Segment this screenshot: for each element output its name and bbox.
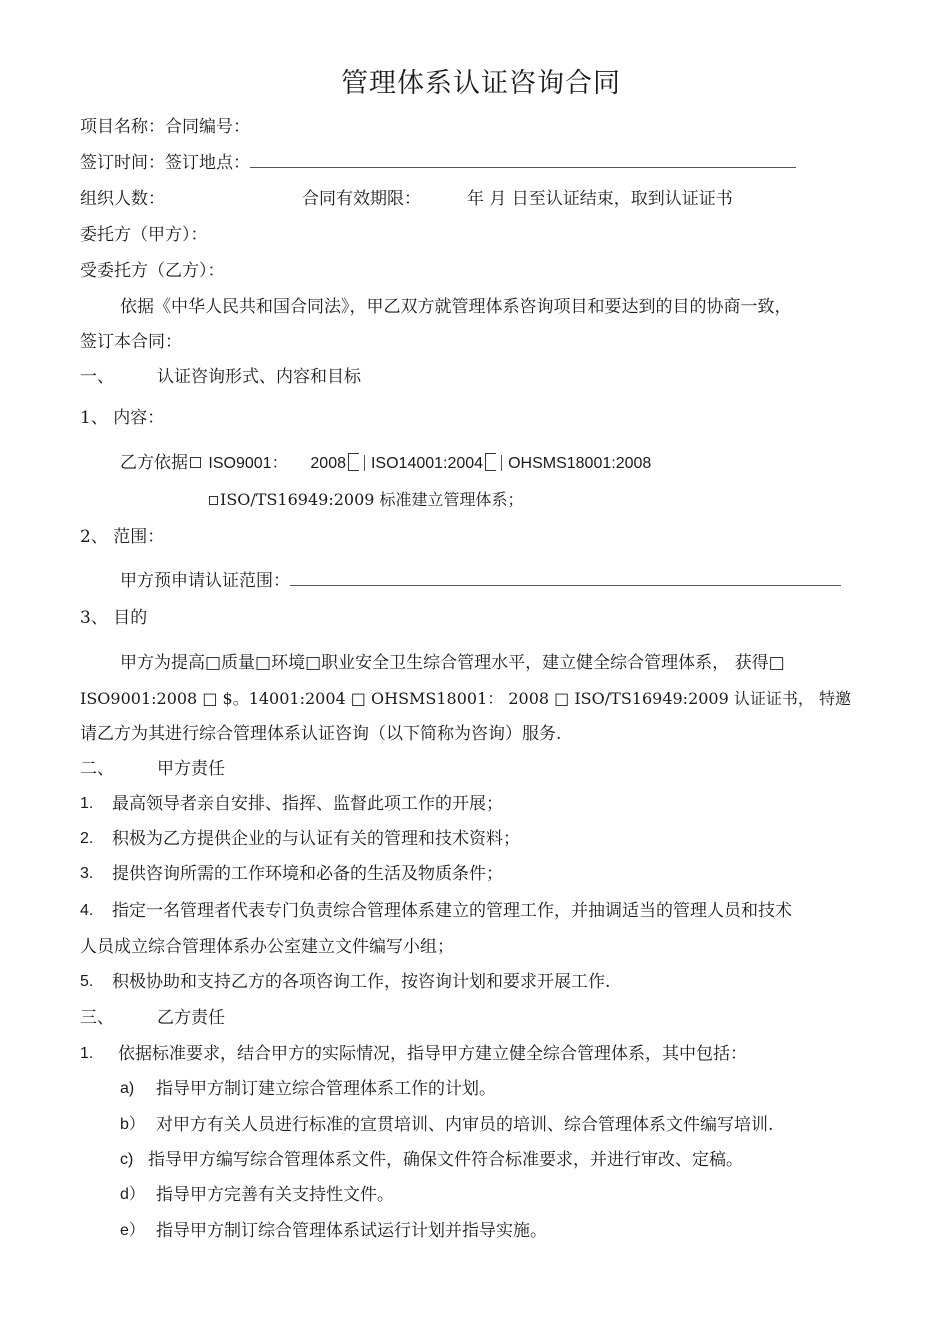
goal-line1: 甲方为提高□质量□环境□职业安全卫生综合管理水平，建立健全综合管理体系， 获得□ [120,653,785,673]
standards-row [120,452,651,475]
section2-item-text: 积极为乙方提供企业的与认证有关的管理和技术资料； [112,829,520,849]
section1-item2-label: 2、 范围： [80,527,165,547]
scope-row [120,570,841,592]
subitem-label: b） [120,1116,145,1133]
section3-item-num: 1. [80,1045,94,1062]
section2-item-text: 积极协助和支持乙方的各项咨询工作，按咨询计划和要求开展工作. [112,972,611,992]
iso9001-year: 2008 [310,455,346,472]
goal-line2: ISO9001:2008 □ $。14001:2004 □ OHSMS18001： 2008 □ ISO/TS16949:2009 认证证书， 特邀 [80,689,851,708]
subitem-text: 指导甲方制订建立综合管理体系工作的计划。 [156,1079,496,1099]
content-prefix: 乙方依据 [120,453,188,473]
subitem-label: e） [120,1222,145,1239]
section2-item-num: 5. [80,973,94,990]
section3-number: 三、 [80,1008,114,1028]
section2-item-num: 3. [80,865,94,882]
goal-line3: 请乙方为其进行综合管理体系认证咨询（以下简称为咨询）服务. [80,724,562,744]
ohsms-label: OHSMS18001:2008 [508,455,652,472]
scope-field[interactable] [290,570,841,586]
section1-number: 一、 [80,367,114,387]
section1-item1-label: 1、 内容： [80,408,165,428]
section2-item-num: 4. [80,902,94,919]
subitem-label: a) [120,1080,135,1097]
ts-standard-row [207,489,524,511]
validity-text: 年 月 日至认证结束，取到认证证书 [467,189,733,209]
section2-number: 二、 [80,759,114,779]
scope-label: 甲方预申请认证范围： [120,571,290,591]
section2-item-num: 2. [80,830,94,847]
section1-heading: 认证咨询形式、内容和目标 [157,367,361,387]
checkbox-ts16949[interactable] [209,496,218,505]
subitem-label: d） [120,1186,145,1203]
project-name-label: 项目名称：合同编号： [80,117,250,137]
iso14001-label: ISO14001:2004 [370,455,484,472]
intro-paragraph-line1: 依据《中华人民共和国合同法》，甲乙双方就管理体系咨询项目和要达到的目的协商一致， [120,297,792,317]
checkbox-iso9001[interactable] [190,457,201,468]
org-count-label: 组织人数： [80,189,165,209]
iso9001-label: ISO9001： [208,455,288,472]
section2-item-text: 最高领导者亲自安排、指挥、监督此项工作的开展； [112,794,503,814]
section3-item-text: 依据标准要求，结合甲方的实际情况，指导甲方建立健全综合管理体系，其中包括： [118,1044,747,1064]
sign-time-label: 签订时间：签订地点： [80,153,250,173]
client-party-label: 委托方（甲方）： [80,225,208,245]
subitem-text: 对甲方有关人员进行标准的宣贯培训、内审员的培训、综合管理体系文件编写培训. [156,1115,774,1135]
section3-heading: 乙方责任 [157,1008,225,1028]
sign-info-row [80,152,796,174]
section1-item3-label: 3、 目的 [80,608,148,628]
section2-item-num: 1. [80,795,94,812]
checkbox-iso14001[interactable] [348,453,359,471]
contractor-party-label: 受委托方（乙方）： [80,261,225,281]
subitem-text: 指导甲方编写综合管理体系文件，确保文件符合标准要求，并进行审改、定稿。 [148,1150,743,1170]
intro-paragraph-line2: 签订本合同： [80,332,182,352]
section2-heading: 甲方责任 [157,759,225,779]
sign-location-field[interactable] [250,152,796,168]
divider [501,455,502,471]
ts-standard-text: ISO/TS16949:2009 标准建立管理体系； [220,490,524,509]
subitem-text: 指导甲方完善有关支持性文件。 [156,1185,394,1205]
checkbox-ohsms[interactable] [485,453,496,471]
validity-label: 合同有效期限： [302,189,421,209]
divider [364,455,365,471]
section2-item-text: 指定一名管理者代表专门负责综合管理体系建立的管理工作，并抽调适当的管理人员和技术 [112,901,792,921]
section2-item-text: 提供咨询所需的工作环境和必备的生活及物质条件； [112,864,503,884]
section2-item-continuation: 人员成立综合管理体系办公室建立文件编写小组； [80,937,454,957]
document-title: 管理体系认证咨询合同 [341,68,621,99]
subitem-label: c) [120,1151,134,1168]
subitem-text: 指导甲方制订综合管理体系试运行计划并指导实施。 [156,1221,547,1241]
